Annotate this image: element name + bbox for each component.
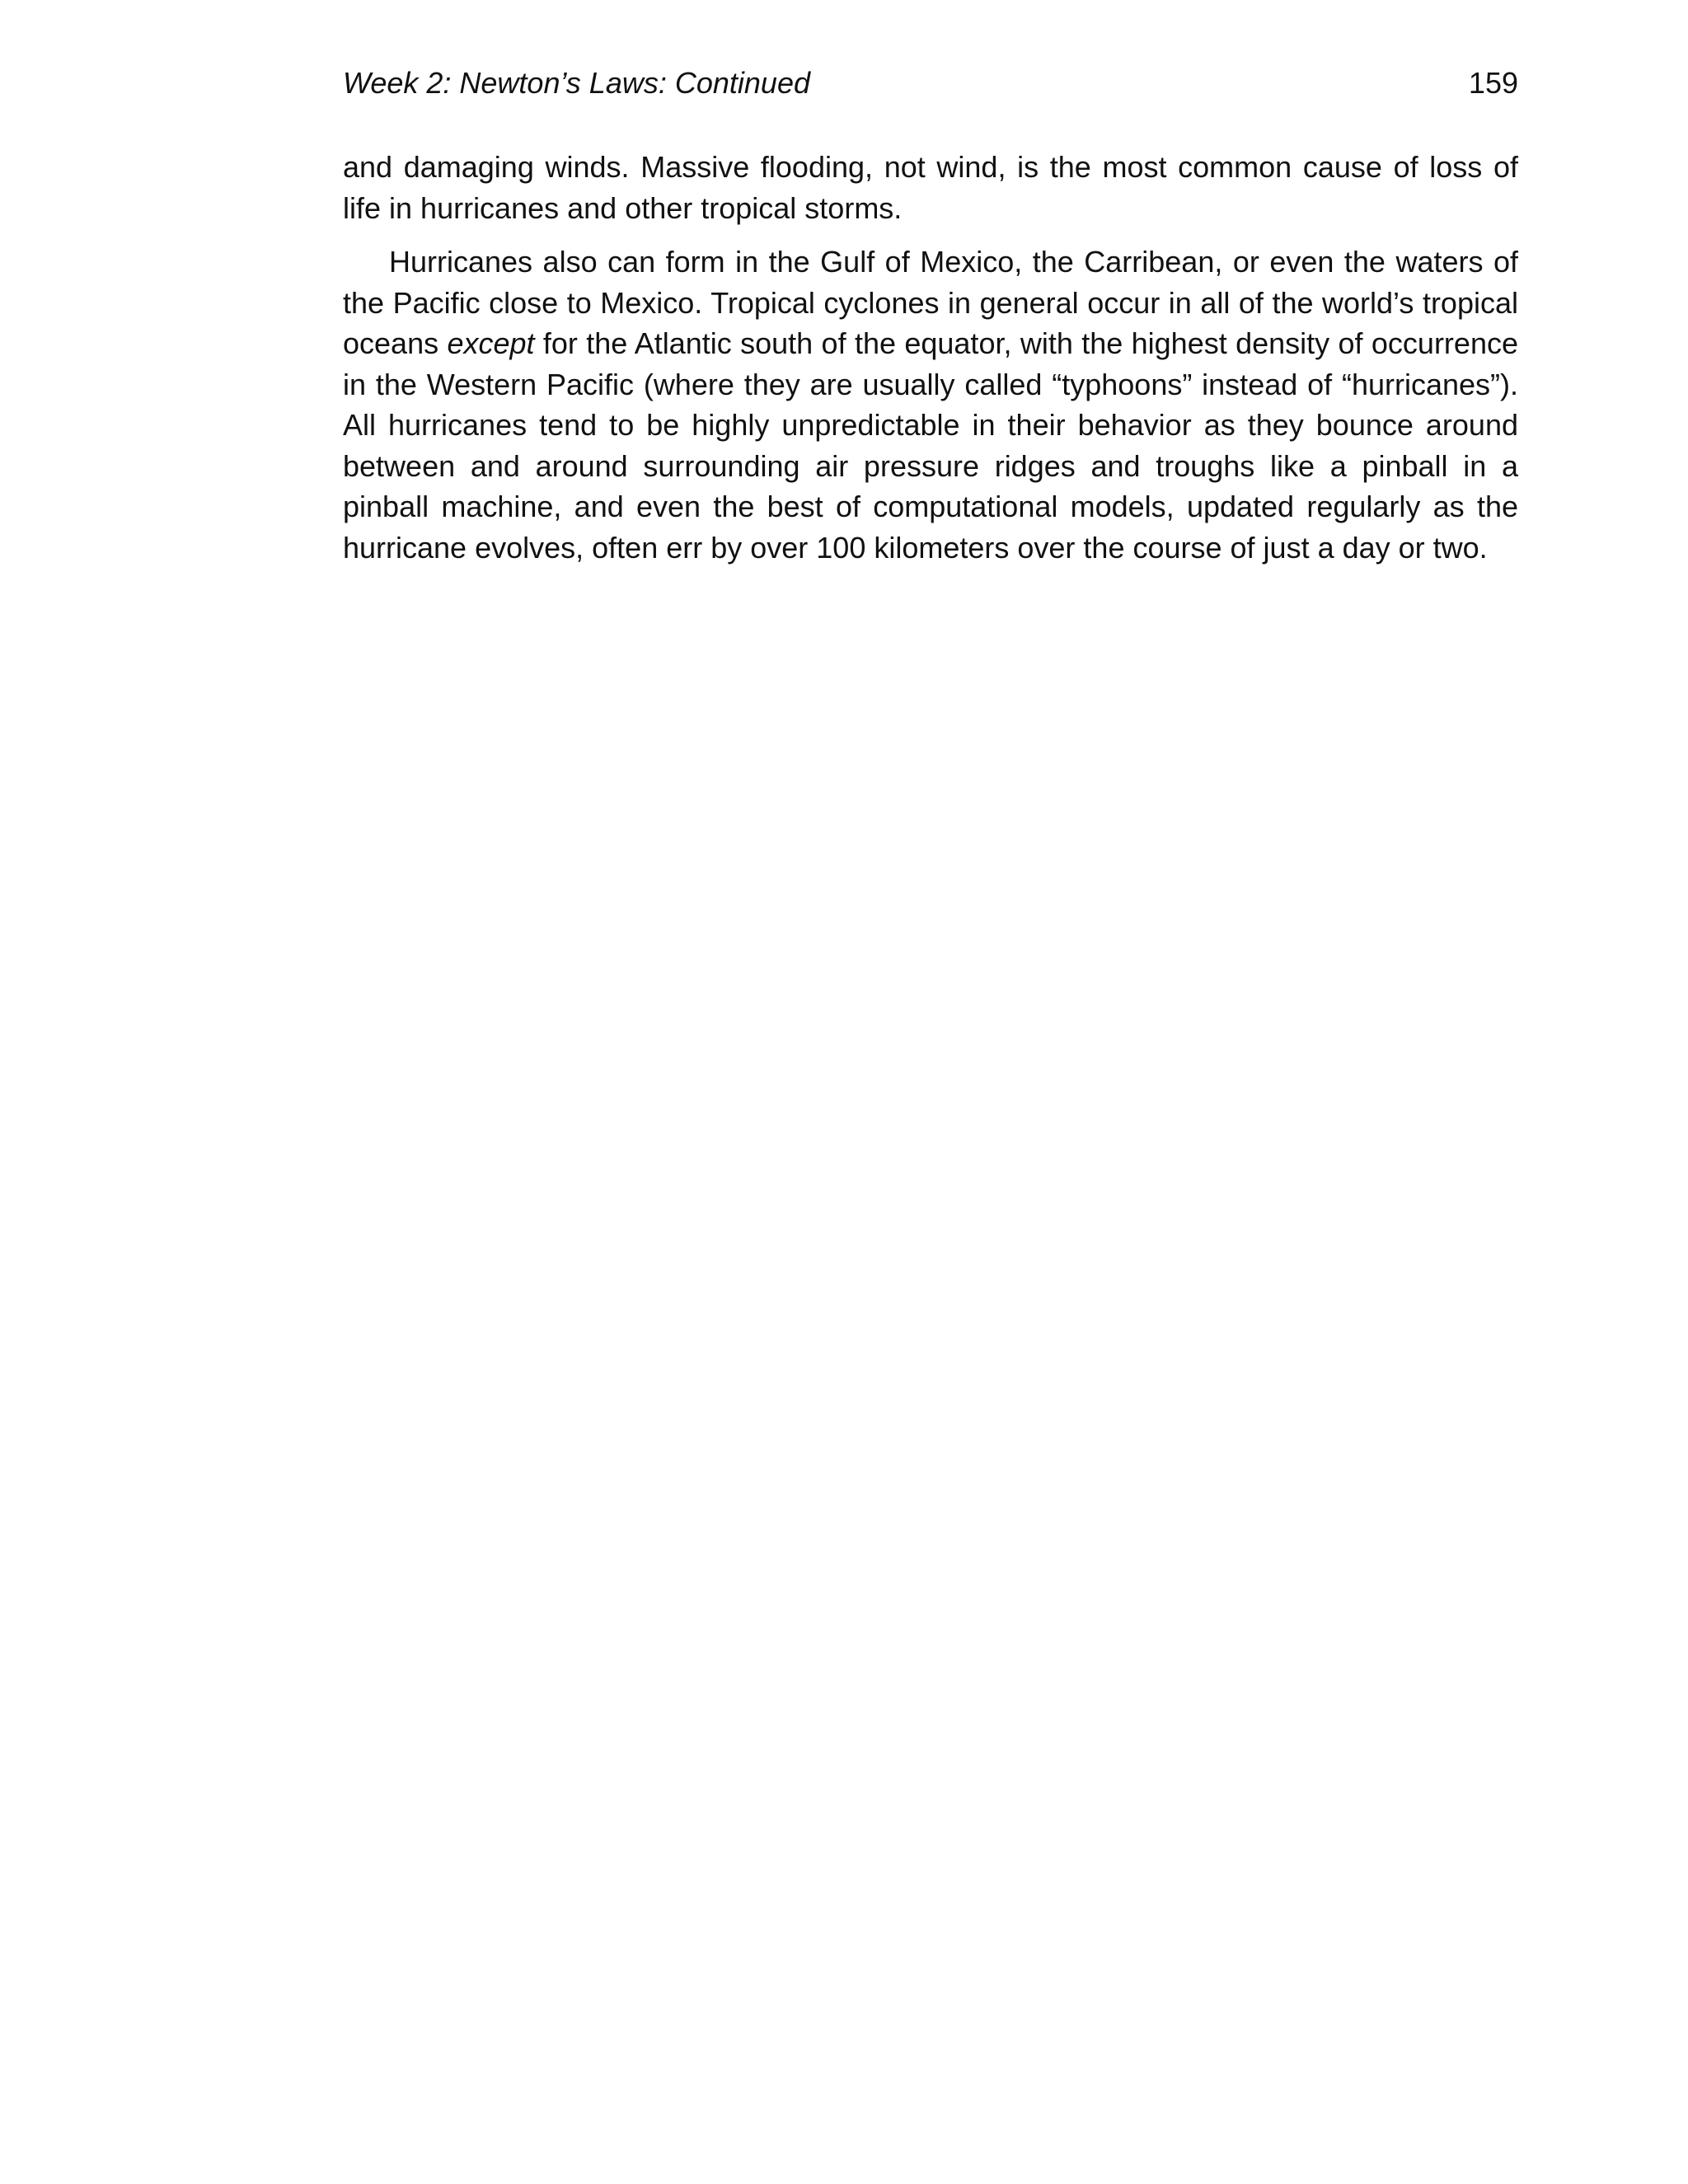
body-text <box>343 147 1518 581</box>
paragraph-continued <box>343 147 1518 228</box>
running-title: Week 2: Newton’s Laws: Continued <box>343 66 810 100</box>
paragraph-text-end: for the Atlantic south of the equator, with the highest density of occurrence in the Western Pacific (where they are usually called “typhoons” instead of “hurricanes”). All hurricanes tend to be highly unpredictable in their behavior as they bounce around between and around surrounding air pressure ridges and troughs like a pinball in a pinball machine, and even the best of computational models, updated regularly as the hurricane evolves, often err by over 100 kilometers over the course of just a day or two. <box>343 326 1518 565</box>
page-number: 159 <box>1468 66 1518 100</box>
paragraph-text-start: Hurricanes also can form in the Gulf of Mexico, the Carribean, or even the waters of the Pacific close to Mexico. Tropical cyclones in general occur in all of the world’s tropical oceans <box>343 245 1518 360</box>
running-header <box>343 63 1518 104</box>
emphasized-word: except <box>447 326 535 360</box>
paragraph-text: and damaging winds. Massive flooding, not wind, is the most common cause of loss of life in hurricanes and other tropical storms. <box>343 150 1518 225</box>
paragraph-hurricanes <box>343 241 1518 568</box>
